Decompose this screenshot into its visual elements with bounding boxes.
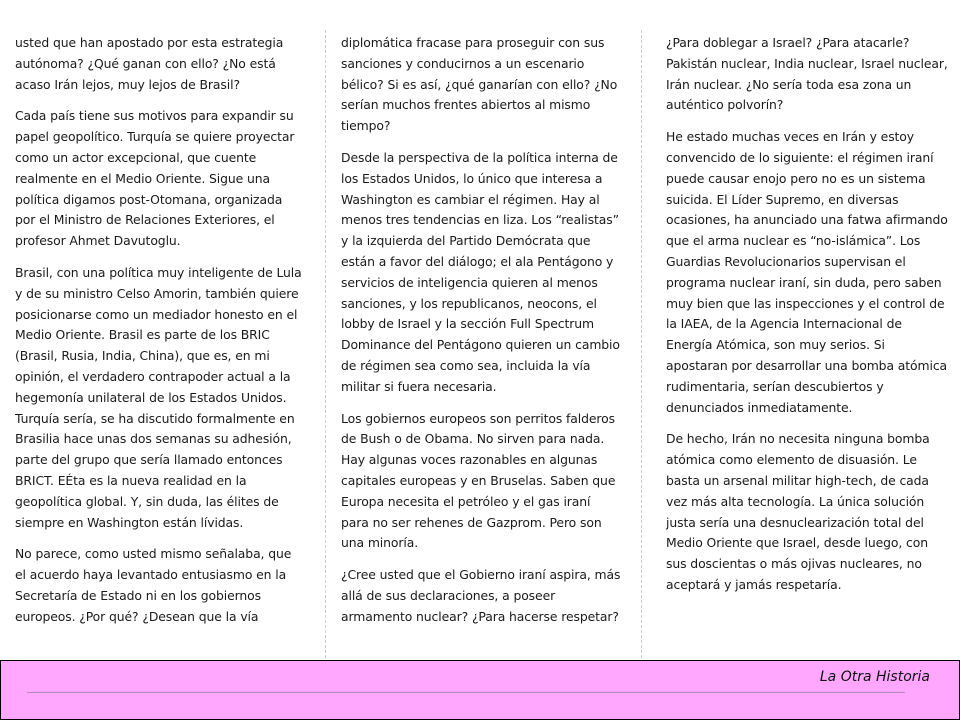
column-divider <box>325 30 326 658</box>
paragraph: ¿Cree usted que el Gobierno iraní aspira, más allá de sus declaraciones, a poseer armamento nuclear? ¿Para hacerse respetar? <box>341 567 621 624</box>
text-column-3 <box>666 33 948 607</box>
footer-bar <box>0 660 960 720</box>
paragraph: Cada país tiene sus motivos para expandir su papel geopolítico. Turquía se quiere proyectar como un actor excepcional, que cuente realmente en el Medio Oriente. Sigue una política digamos post-Otomana, organizada por el Ministro de Relaciones Exteriores, el profesor Ahmet Davutoglu. <box>15 108 295 249</box>
footer-title: La Otra Historia <box>819 669 930 685</box>
paragraph: ¿Para doblegar a Israel? ¿Para atacarle? Pakistán nuclear, India nuclear, Israel nuclear, Irán nuclear. ¿No sería toda esa zona un auténtico polvorín? <box>666 35 948 113</box>
text-column-2 <box>341 33 621 639</box>
column-divider <box>641 30 642 658</box>
paragraph: usted que han apostado por esta estrategia autónoma? ¿Qué ganan con ello? ¿No está acaso Irán lejos, muy lejos de Brasil? <box>15 35 284 92</box>
paragraph: Los gobiernos europeos son perritos falderos de Bush o de Obama. No sirven para nada. Hay algunas voces razonables en algunas capitales europeas y en Bruselas. Saben que Europa necesita el petróleo y el gas iraní para no ser rehenes de Gazprom. Pero son una minoría. <box>341 410 616 551</box>
paragraph: Desde la perspectiva de la política interna de los Estados Unidos, lo único que interesa a Washington es cambiar el régimen. Hay al menos tres tendencias en liza. Los “realistas” y la izquierda del Partido Demócrata que están a favor del diálogo; el ala Pentágono y servicios de inteligencia quieren al menos sanciones, y los republicanos, neocons, el lobby de Israel y la sección Full Spectrum Dominance del Pentágono quieren un cambio de régimen sea como sea, incluida la vía militar si fuera necesaria. <box>341 149 620 394</box>
paragraph: No parece, como usted mismo señalaba, que el acuerdo haya levantado entusiasmo en la Secretaría de Estado ni en los gobiernos europeos. ¿Por qué? ¿Desean que la vía <box>15 546 292 624</box>
text-column-1 <box>15 33 305 639</box>
paragraph: He estado muchas veces en Irán y estoy convencido de lo siguiente: el régimen iraní puede causar enojo pero no es un sistema suicida. El Líder Supremo, en diversas ocasiones, ha anunciado una fatwa afirmando que el arma nuclear es “no-islámica”. Los Guardias Revolucionarios supervisan el programa nuclear iraní, sin duda, pero saben muy bien que las inspecciones y el control de la IAEA, de la Agencia Internacional de Energía Atómica, son muy serios. Si apostaran por desarrollar una bomba atómica rudimentaria, serían descubiertos y denunciados inmediatamente. <box>666 129 948 415</box>
paragraph: De hecho, Irán no necesita ninguna bomba atómica como elemento de disuasión. Le basta un arsenal militar high-tech, de cada vez más alta tecnología. La única solución justa sería una desnuclearización total del Medio Oriente que Israel, desde luego, con sus doscientas o más ojivas nucleares, no aceptará y jamás respetaría. <box>666 431 930 592</box>
paragraph: Brasil, con una política muy inteligente de Lula y de su ministro Celso Amorin, también quiere posicionarse como un mediador honesto en el Medio Oriente. Brasil es parte de los BRIC (Brasil, Rusia, India, China), que es, en mi opinión, el verdadero contrapoder actual a la hegemonía unilateral de los Estados Unidos. Turquía sería, se ha discutido formalmente en Brasilia hace unas dos semanas su adhesión, parte del grupo que sería llamado entonces BRICT. EÉta es la nueva realidad en la geopolítica global. Y, sin duda, las élites de siempre en Washington están lívidas. <box>15 264 302 530</box>
footer-rule <box>27 692 905 693</box>
paragraph: diplomática fracase para proseguir con sus sanciones y conducirnos a un escenario bélico? Si es así, ¿qué ganarían con ello? ¿No serían muchos frentes abiertos al mismo tiempo? <box>341 35 618 134</box>
